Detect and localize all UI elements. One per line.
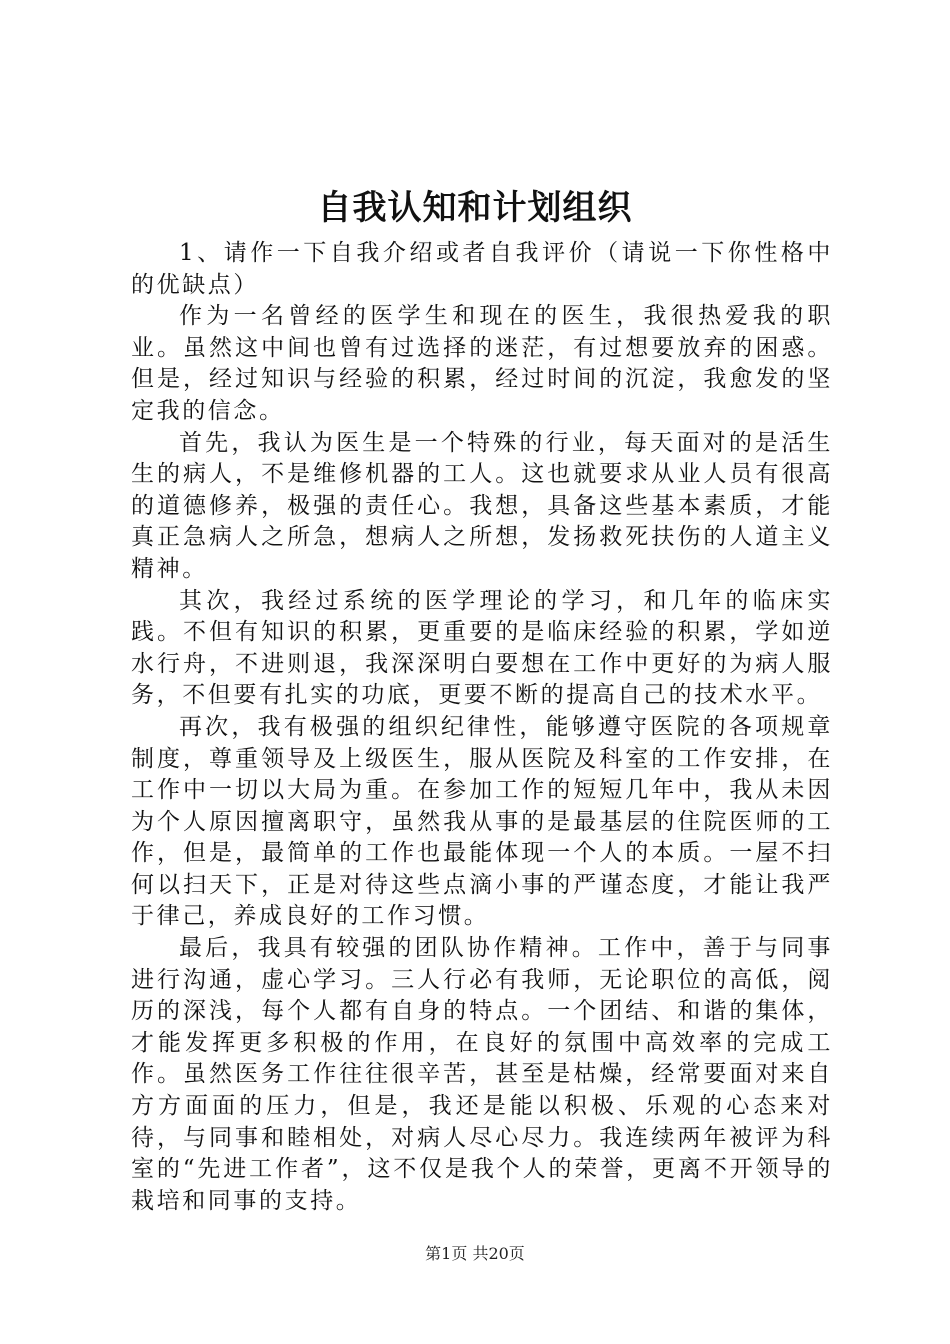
body-paragraph: 再次，我有极强的组织纪律性，能够遵守医院的各项规章制度，尊重领导及上级医生，服从医院及科室的工作安排，在工作中一切以大局为重。在参加工作的短短几年中，我从未因为个人原因擅离职守，虽然我从事的是最基层的住院医师的工作，但是，最简单的工作也最能体现一个人的本质。一屋不扫何以扫天下，正是对待这些点滴小事的严谨态度，才能让我严于律己，养成良好的工作习惯。 — [131, 713, 833, 930]
body-paragraph: 最后，我具有较强的团队协作精神。工作中，善于与同事进行沟通，虚心学习。三人行必有我师，无论职位的高低，阅历的深浅，每个人都有自身的特点。一个团结、和谐的集体，才能发挥更多积极的作用，在良好的氛围中高效率的完成工作。虽然医务工作往往很辛苦，甚至是枯燥，经常要面对来自方方面面的压力，但是，我还是能以积极、乐观的心态来对待，与同事和睦相处，对病人尽心尽力。我连续两年被评为科室的“先进工作者”，这不仅是我个人的荣誉，更离不开领导的栽培和同事的支持。 — [131, 935, 833, 1214]
document-title: 自我认知和计划组织 — [317, 188, 633, 228]
body-paragraph: 首先，我认为医生是一个特殊的行业，每天面对的是活生生的病人，不是维修机器的工人。这也就要求从业人员有很高的道德修养，极强的责任心。我想，具备这些基本素质，才能真正急病人之所急，想病人之所想，发扬救死扶伤的人道主义精神。 — [131, 429, 833, 582]
page-number-footer: 第1页 共20页 — [425, 1244, 525, 1263]
question-paragraph: 1、请作一下自我介绍或者自我评价（请说一下你性格中的优缺点） — [131, 240, 833, 298]
body-paragraph: 作为一名曾经的医学生和现在的医生，我很热爱我的职业。虽然这中间也曾有过选择的迷茫，有过想要放弃的困惑。但是，经过知识与经验的积累，经过时间的沉淀，我愈发的坚定我的信念。 — [131, 303, 833, 424]
document-body — [131, 238, 833, 1217]
body-paragraph: 其次，我经过系统的医学理论的学习，和几年的临床实践。不但有知识的积累，更重要的是临床经验的积累，学如逆水行舟，不进则退，我深深明白要想在工作中更好的为病人服务，不但要有扎实的功底，更要不断的提高自己的技术水平。 — [131, 587, 833, 709]
